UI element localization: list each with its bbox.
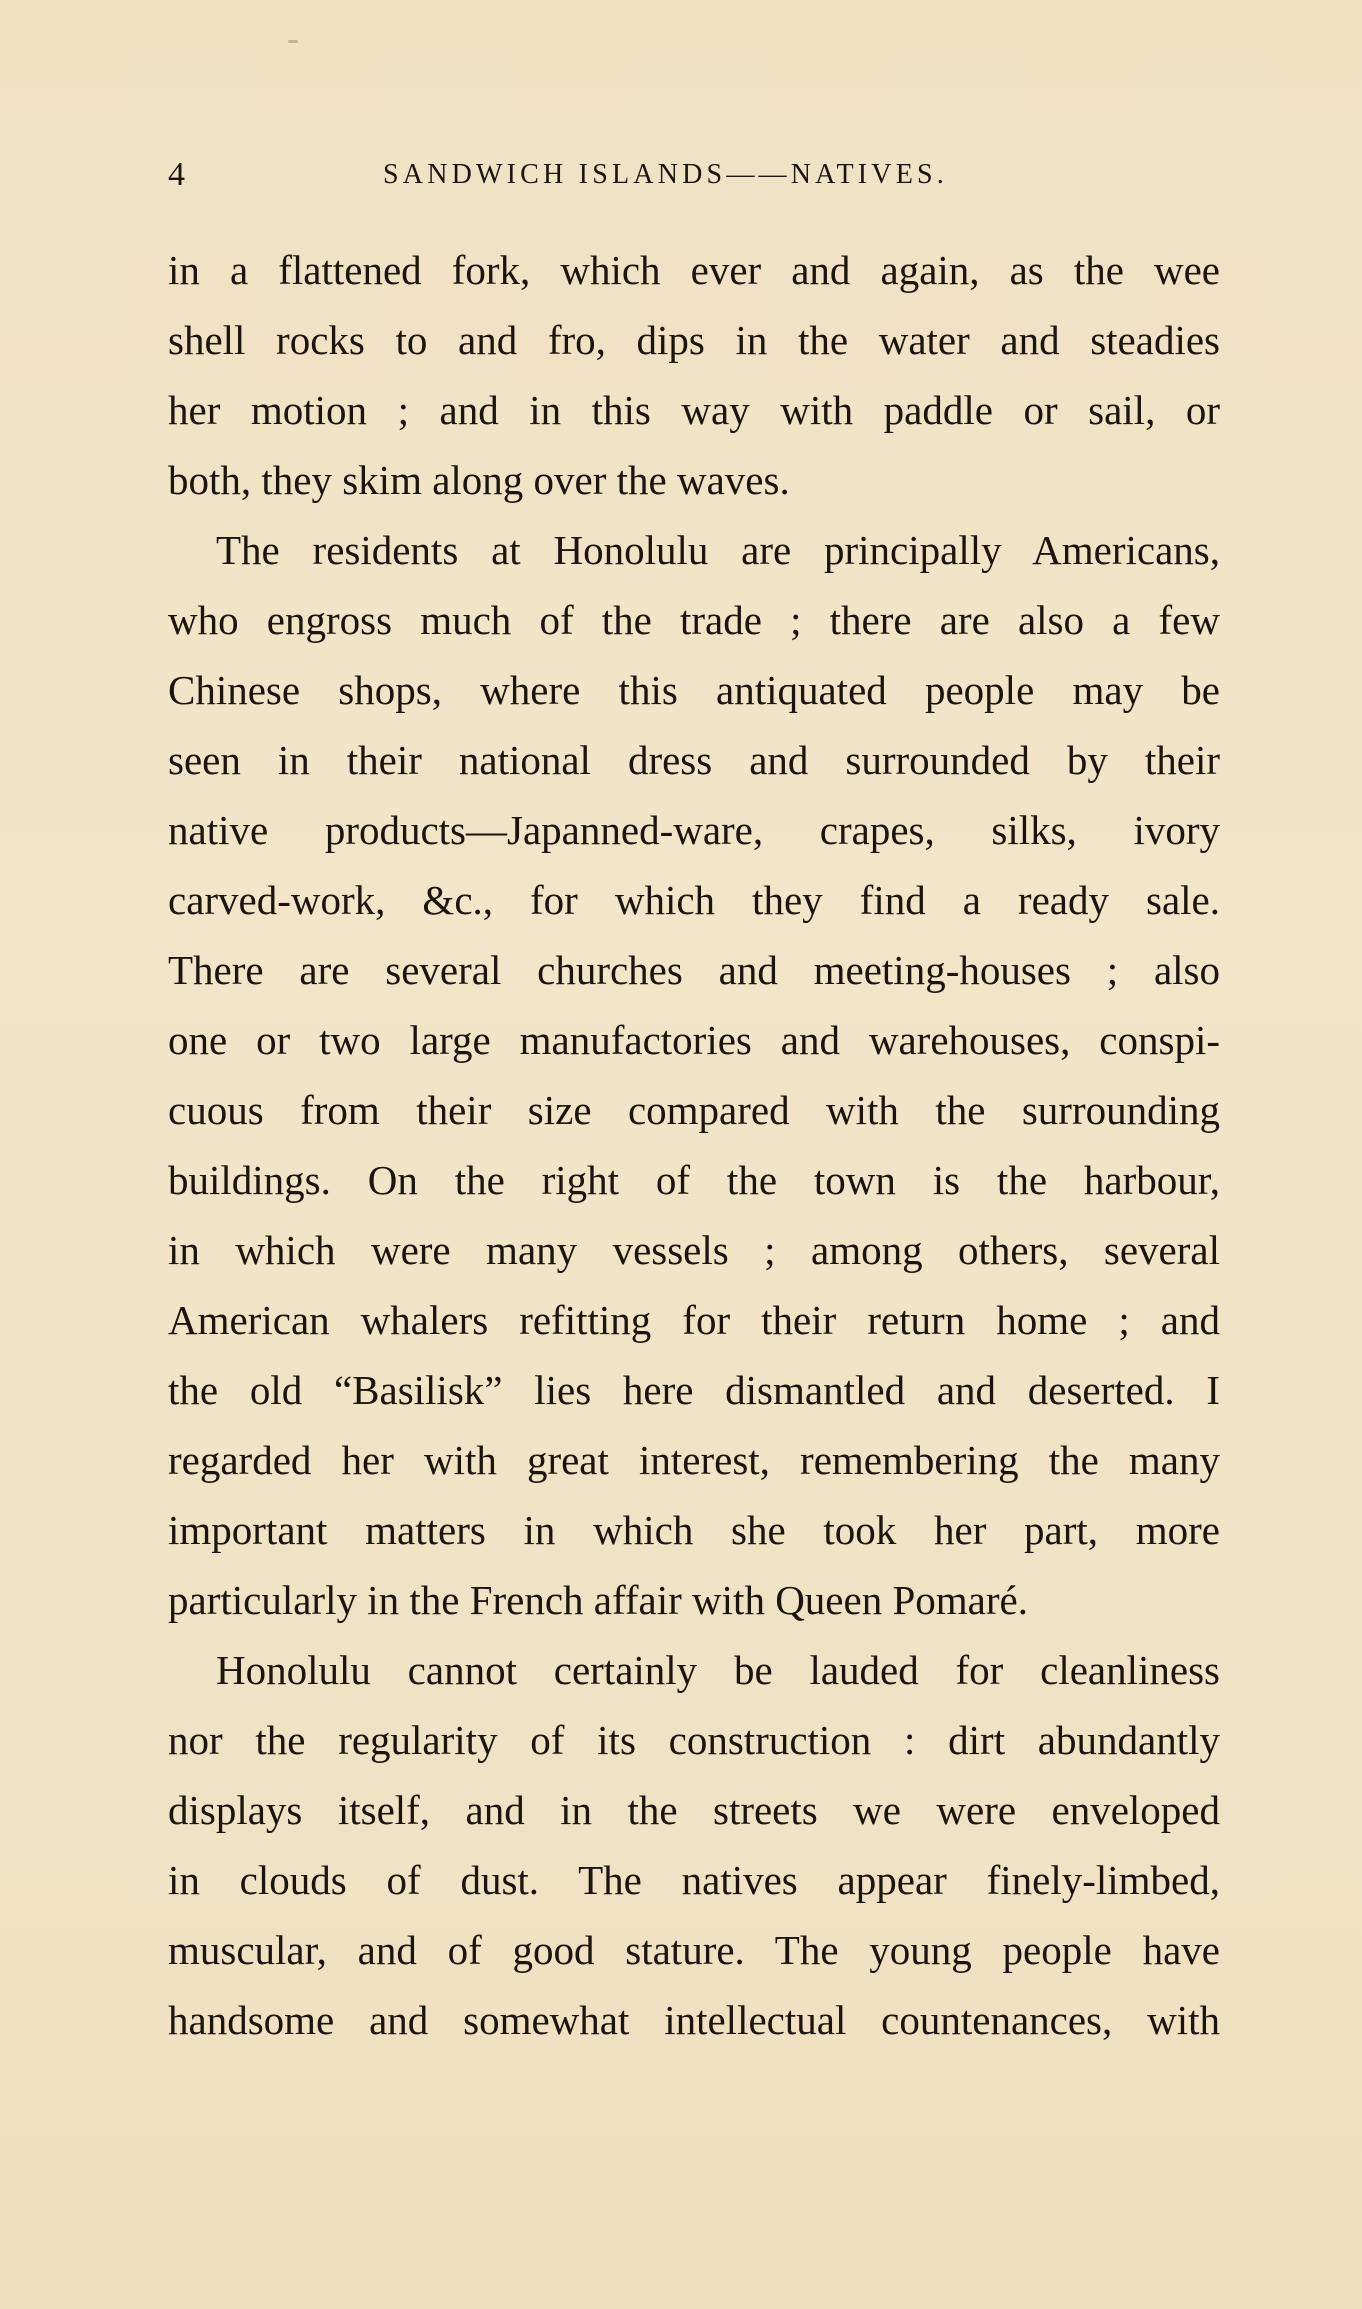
text-line: who engross much of the trade ; there are also a few: [168, 597, 1220, 643]
running-head: SANDWICH ISLANDS——NATIVES.: [383, 159, 948, 190]
page-number: 4: [168, 156, 185, 193]
text-line: shell rocks to and fro, dips in the water and steadies: [168, 317, 1220, 363]
text-line: cuous from their size compared with the surrounding: [168, 1087, 1220, 1133]
text-line: American whalers refitting for their return home ; and: [168, 1297, 1220, 1343]
text-line: Chinese shops, where this antiquated people may be: [168, 667, 1220, 713]
text-line: one or two large manufactories and warehouses, conspi-: [168, 1017, 1220, 1063]
paper-speck: [288, 40, 298, 43]
text-line: buildings. On the right of the town is the harbour,: [168, 1157, 1220, 1203]
text-line: both, they skim along over the waves.: [168, 457, 790, 503]
text-line: particularly in the French affair with Queen Pomaré.: [168, 1577, 1028, 1623]
text-line: carved-work, &c., for which they find a ready sale.: [168, 877, 1220, 923]
text-line: native products—Japanned-ware, crapes, silks, ivory: [168, 807, 1220, 853]
text-line: the old “Basilisk” lies here dismantled and deserted. I: [168, 1367, 1220, 1413]
text-line: handsome and somewhat intellectual countenances, with: [168, 1997, 1220, 2043]
text-line: The residents at Honolulu are principally Americans,: [216, 527, 1220, 573]
text-line: muscular, and of good stature. The young people have: [168, 1927, 1220, 1973]
page-header: [166, 150, 1216, 200]
text-line: displays itself, and in the streets we were enveloped: [168, 1787, 1220, 1833]
text-line: regarded her with great interest, remembering the many: [168, 1437, 1220, 1483]
text-line: in which were many vessels ; among others, several: [168, 1227, 1220, 1273]
text-line: nor the regularity of its construction : dirt abundantly: [168, 1717, 1220, 1763]
text-line: her motion ; and in this way with paddle or sail, or: [168, 387, 1220, 433]
text-line: seen in their national dress and surrounded by their: [168, 737, 1220, 783]
text-line: There are several churches and meeting-houses ; also: [168, 947, 1220, 993]
text-line: important matters in which she took her part, more: [168, 1507, 1220, 1553]
text-line: in a flattened fork, which ever and again, as the wee: [168, 247, 1220, 293]
text-line: in clouds of dust. The natives appear finely-limbed,: [168, 1857, 1220, 1903]
body-text: [168, 235, 1220, 2055]
text-line: Honolulu cannot certainly be lauded for cleanliness: [216, 1647, 1220, 1693]
